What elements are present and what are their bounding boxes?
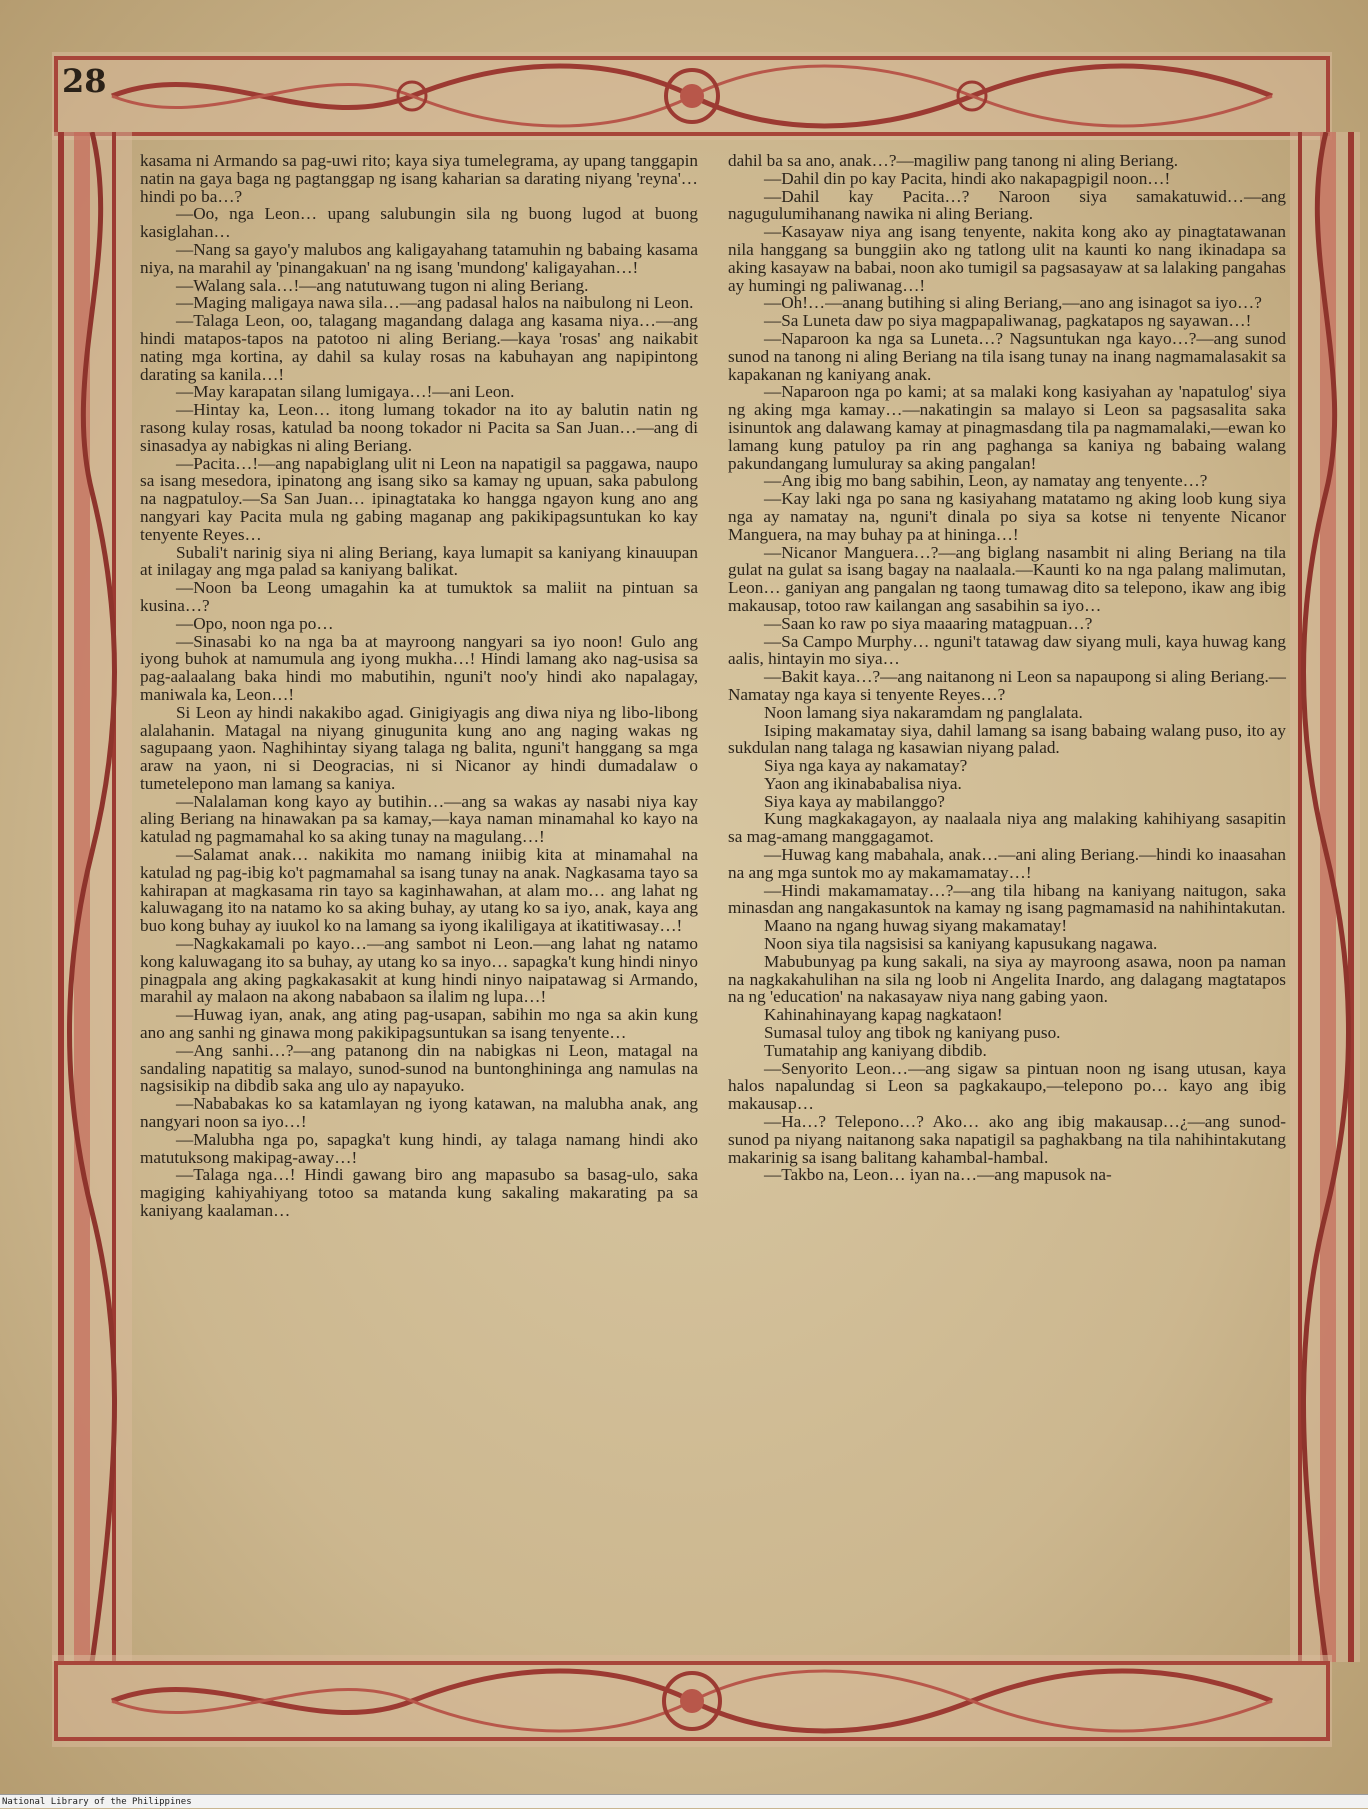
paragraph: Sumasal tuloy ang tibok ng kaniyang puso. bbox=[764, 1023, 1061, 1043]
paragraph: —Talaga Leon, oo, talagang magandang dalaga ang kasama niya…—ang hindi matapos-tapos na patotoo ni aling Beriang.—kaya 'rosas' ang naikabit nating mga kortina, ay dahil sa kulay rosas na kabuhayan ang napipintong darating sa kanila…! bbox=[140, 311, 698, 384]
paragraph: Subali't narinig siya ni aling Beriang, kaya lumapit sa kaniyang kinauupan at inilagay ang mga palad sa kaniyang balikat. bbox=[140, 542, 698, 580]
paragraph: —Saan ko raw po siya maaaring matagpuan…? bbox=[764, 613, 1093, 633]
paragraph: —Pacita…!—ang napabiglang ulit ni Leon na napatigil sa paggawa, naupo sa isang mesedora, ipinatong ang isang siko sa kamay ng upuan, saka pabulong na nagpatuloy.—Sa San Juan… ipinagtataka ko hangga ngayon kung ano ang nangyari kay Pacita mula ng gabing maganap ang pakikipagsuntukan ko kay tenyente Reyes… bbox=[140, 453, 698, 544]
paragraph: —Nababakas ko sa katamlayan ng iyong katawan, na malubha anak, ang nangyari noon sa iyo…! bbox=[140, 1094, 698, 1132]
paragraph: —Oo, nga Leon… upang salubungin sila ng buong lugod at buong kasiglahan… bbox=[140, 204, 698, 242]
right-text-column bbox=[728, 152, 1286, 1184]
paragraph: kasama ni Armando sa pag-uwi rito; kaya siya tumelegrama, ay upang tanggapin natin na gaya baga ng pagtanggap ng isang kaharian sa darating niyang 'reyna'… hindi po ba…? bbox=[140, 151, 698, 206]
paragraph: Siya kaya ay mabilanggo? bbox=[764, 791, 945, 811]
paragraph: —Kay laki nga po sana ng kasiyahang matatamo ng aking loob kung siya nga ay namatay na, nguni't dinala po siya sa kotse ni tenyente Nicanor Manguera, na may buhay pa at hininga…! bbox=[728, 489, 1286, 544]
paragraph: —Ha…? Telepono…? Ako… ako ang ibig makausap…¿—ang sunod-sunod pa niyang naitanong saka napatigil sa paghakbang na tila nahihintakutang makarinig sa isang balitang kahambal-hambal. bbox=[728, 1112, 1286, 1167]
paragraph: —Maging maligaya nawa sila…—ang padasal halos na naibulong ni Leon. bbox=[176, 293, 694, 313]
paragraph: Siya nga kaya ay nakamatay? bbox=[764, 756, 968, 776]
paragraph: —Salamat anak… nakikita mo namang iniibig kita at minamahal na katulad ng pag-ibig ko't pagmamahal sa isang tunay na anak. Nagkasama tayo sa kahirapan at magkasama rin tayo sa kaginhawahan, at alam mo… ang lahat ng kaluwagang ito na natamo ko sa aking buhay, ay utang ko sa iyo, anak, kaya ang buo kong buhay ay iuukol ko na lamang sa iyong ikaliligaya at ikatitiwasay…! bbox=[140, 845, 698, 936]
paragraph: —Hintay ka, Leon… itong lumang tokador na ito ay balutin natin ng rasong kulay rosas, katulad ba noong tokador ni Pacita sa San Juan…—ang di sinasadya ay nabigkas ni aling Beriang. bbox=[140, 400, 698, 455]
page-number: 28 bbox=[62, 62, 107, 100]
paragraph: —Nalalaman kong kayo ay butihin…—ang sa wakas ay nasabi niya kay aling Beriang na hinawakan pa sa kamay,—kaya naman minamahal ko kayo na katulad ng pagmamahal ko sa aking tunay na magulang…! bbox=[140, 791, 698, 847]
paragraph: Noon lamang siya nakaramdam ng panglalata. bbox=[764, 702, 1083, 722]
bottom-ornamental-border bbox=[52, 1655, 1332, 1747]
paragraph: —Kasayaw niya ang isang tenyente, nakita kong ako ay pinagtatawanan nila hanggang sa bunggiin ako ng tatlong ulit na kaunti ko nang ikinadapa sa aking kasayaw na babai, noon ako tumigil sa pagsasayaw at sa lalaking pangahas ay humingi ng paliwanag…! bbox=[728, 222, 1286, 295]
paragraph: Maano na ngang huwag siyang makamatay! bbox=[764, 916, 1068, 936]
paragraph: —Dahil kay Pacita…? Naroon siya samakatuwid…—ang nagugulumihanang nawika ni aling Beriang. bbox=[728, 186, 1286, 224]
top-ornamental-border bbox=[52, 52, 1332, 140]
library-footer: National Library of the Philippines bbox=[0, 1794, 1368, 1808]
paragraph: —Nicanor Manguera…?—ang biglang nasambit ni aling Beriang na tila gulat na gulat sa isang bagay na naalaala.—Kaunti ko na nga palang malimutan, Leon… ganiyan ang pangalan ng taong tumawag dito sa telepono, ikaw ang ibig makausap, totoo raw kailangan ang sasabihin sa iyo… bbox=[728, 542, 1286, 615]
paragraph: Noon siya tila nagsisisi sa kaniyang kapusukang nagawa. bbox=[764, 934, 1158, 954]
paragraph: —Walang sala…!—ang natutuwang tugon ni aling Beriang. bbox=[176, 275, 589, 295]
paragraph: —Nagkakamali po kayo…—ang sambot ni Leon.—ang lahat ng natamo kong kaluwagang ito sa buhay, ay utang ko sa inyo… sapagka't kung hindi ninyo pinagpala ang aking pagkakasakit at kung hindi ninyo naipatawag si Armando, marahil ay malaon na akong nababaon sa ilalim ng lupa…! bbox=[140, 934, 698, 1007]
paragraph: Tumatahip ang kaniyang dibdib. bbox=[764, 1040, 987, 1060]
paragraph: —Takbo na, Leon… iyan na…—ang mapusok na- bbox=[764, 1165, 1112, 1185]
paragraph: —Ang sanhi…?—ang patanong din na nabigkas ni Leon, matagal na sandaling napatitig sa malayo, sunod-sunod na buntonghininga ang namulas na nagsisikip na dibdib saka ang ulo ay napayuko. bbox=[140, 1040, 698, 1096]
paragraph: —Senyorito Leon…—ang sigaw sa pintuan noon ng isang utusan, kaya halos napalundag si Leon sa pagkakaupo,—telepono po… kayo ang ibig makausap… bbox=[728, 1058, 1286, 1114]
paragraph: Isiping makamatay siya, dahil lamang sa isang babaing walang puso, ito ay sukdulan nang talaga ng kasawian niyang palad. bbox=[728, 720, 1286, 758]
paragraph: —May karapatan silang lumigaya…!—ani Leon. bbox=[176, 382, 515, 402]
right-ornamental-border bbox=[1290, 132, 1360, 1662]
paragraph: —Bakit kaya…?—ang naitanong ni Leon sa napaupong si aling Beriang.—Namatay nga kaya si tenyente Reyes…? bbox=[728, 667, 1286, 704]
paragraph: —Talaga nga…! Hindi gawang biro ang mapasubo sa basag-ulo, saka magiging kahiyahiyang totoo sa matanda kung sakaling makarating pa sa kaniyang kaalaman… bbox=[140, 1165, 698, 1221]
paragraph: Mabubunyag pa kung sakali, na siya ay mayroong asawa, noon pa naman na nagkakahulihan na sila ng loob ni Angelita Inardo, ang dalagang magtatapos na ng 'education' na nakasayaw niya nang gabing yaon. bbox=[728, 951, 1286, 1007]
paragraph: —Sa Luneta daw po siya magpapaliwanag, pagkatapos ng sayawan…! bbox=[764, 311, 1252, 331]
paragraph: Kung magkakagayon, ay naalaala niya ang malaking kahihiyang sasapitin sa mag-amang manggagamot. bbox=[728, 809, 1286, 847]
paragraph: —Nang sa gayo'y malubos ang kaligayahang tatamuhin ng babaing kasama niya, na marahil ay 'pinangakuan' na ng isang 'mundong' kaligayahan…! bbox=[140, 239, 698, 277]
paragraph: —Noon ba Leong umagahin ka at tumuktok sa maliit na pintuan sa kusina…? bbox=[140, 578, 698, 615]
paragraph: —Hindi makamamatay…?—ang tila hibang na kaniyang naitugon, saka minasdan ang nangakasuntok na kamay ng isang pagmamasid na nahihintakutan. bbox=[728, 880, 1286, 918]
left-text-column bbox=[140, 152, 698, 1220]
paragraph: —Ang ibig mo bang sabihin, Leon, ay namatay ang tenyente…? bbox=[764, 471, 1208, 491]
paragraph: Yaon ang ikinababalisa niya. bbox=[764, 773, 962, 793]
paragraph: —Sa Campo Murphy… nguni't tatawag daw siyang muli, kaya huwag kang aalis, hintayin mo siya… bbox=[728, 631, 1286, 669]
paragraph: —Naparoon nga po kami; at sa malaki kong kasiyahan ay 'napatulog' siya ng aking mga kamay…—nakatingin sa malayo si Leon sa pagsasalita saka isinuntok ang dalawang kamay at pinagmasdang tila pa nagmamalaki,—ewan ko lamang kung patuloy pa rin ang paghanga sa kaniya ng babaing walang pakundangang lumuluray sa aking pangalan! bbox=[728, 382, 1286, 473]
paragraph: —Malubha nga po, sapagka't kung hindi, ay talaga namang hindi ako matutuksong makipag-away…! bbox=[140, 1129, 698, 1167]
paragraph: —Huwag iyan, anak, ang ating pag-usapan, sabihin mo nga sa akin kung ano ang sanhi ng ginawa mong pakikipagsuntukan sa isang tenyente… bbox=[140, 1005, 698, 1043]
left-ornamental-border bbox=[52, 132, 132, 1662]
paragraph: —Naparoon ka nga sa Luneta…? Nagsuntukan nga kayo…?—ang sunod sunod na tanong ni aling Beriang na tila isang tunay na inang nagmamalasakit sa kapakanan ng kaniyang anak. bbox=[728, 328, 1286, 384]
paragraph: —Oh!…—anang butihing si aling Beriang,—ano ang isinagot sa iyo…? bbox=[764, 293, 1262, 313]
paragraph: —Sinasabi ko na nga ba at mayroong nangyari sa iyo noon! Gulo ang iyong buhok at namumula ang iyong mukha…! Hindi lamang ako nag-usisa sa pag-aalaalang baka hindi mo mabutihin, nguni't noo'y hindi ako napalagay, maniwala ka, Leon…! bbox=[140, 631, 698, 704]
paragraph: —Huwag kang mabahala, anak…—ani aling Beriang.—hindi ko inaasahan na ang mga suntok mo ay makamamatay…! bbox=[728, 845, 1286, 882]
paragraph: Si Leon ay hindi nakakibo agad. Ginigiyagis ang diwa niya ng libo-libong alalahanin. Matagal na niyang ginugunita kung ano ang naging wakas ng sagupaang yaon. Naghihintay siyang talaga ng balita, nguni't hanggang sa mga araw na yaon, ni si Deogracias, ni si Nicanor ay hindi dumadalaw o tumetelepono man lamang sa kaniya. bbox=[140, 702, 698, 793]
paragraph: dahil ba sa ano, anak…?—magiliw pang tanong ni aling Beriang. bbox=[728, 151, 1179, 170]
paragraph: Kahinahinayang kapag nagkataon! bbox=[764, 1005, 1003, 1025]
paragraph: —Dahil din po kay Pacita, hindi ako nakapagpigil noon…! bbox=[764, 168, 1171, 188]
paragraph: —Opo, noon nga po… bbox=[176, 613, 334, 633]
